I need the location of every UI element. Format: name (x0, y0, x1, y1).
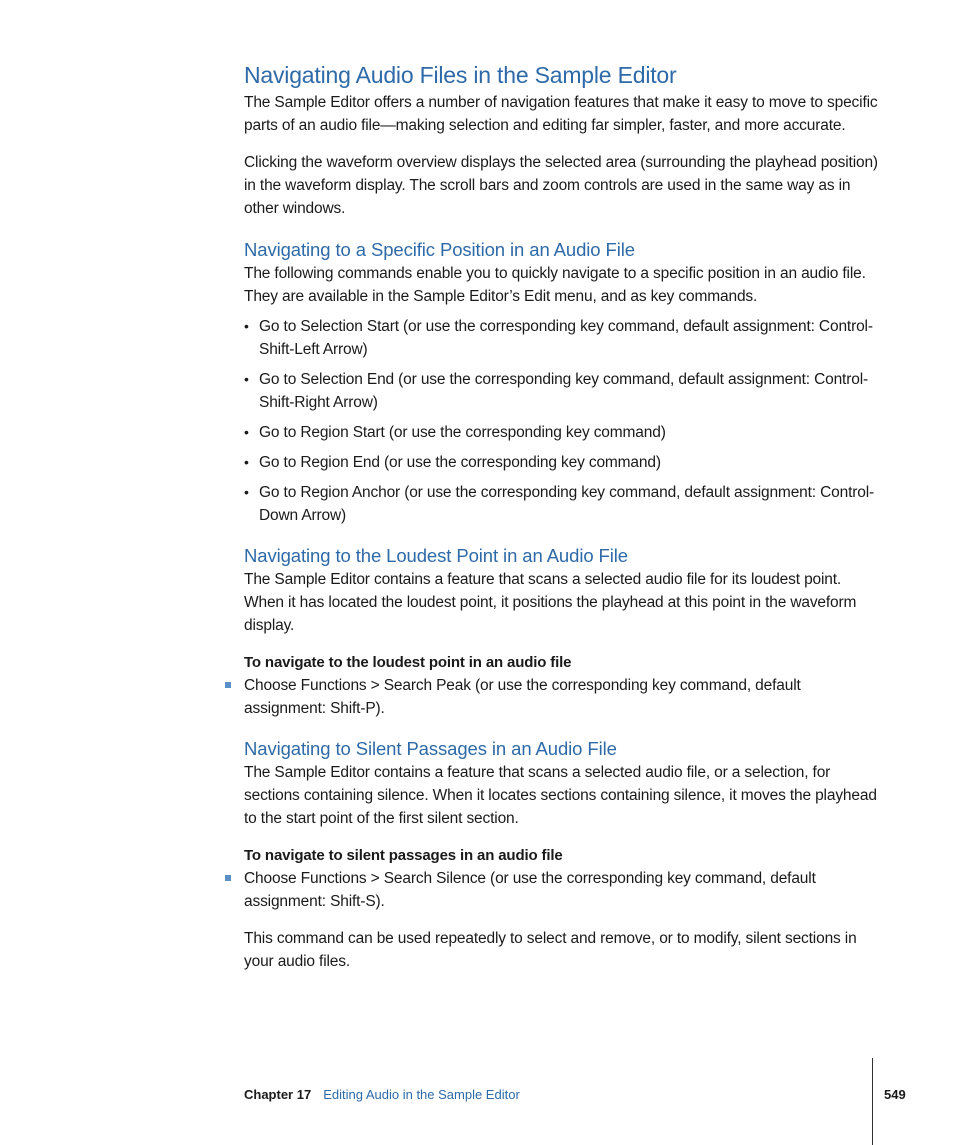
page-title: Navigating Audio Files in the Sample Editor (244, 62, 677, 88)
procedure-step: Choose Functions > Search Peak (or use the corresponding key command, default assignment: Shift-P). (244, 674, 884, 720)
step-marker-icon (225, 682, 231, 688)
footer-divider (872, 1058, 873, 1145)
intro-paragraph-1: The Sample Editor offers a number of navigation features that make it easy to move to specific parts of an audio file—making selection and editing far simpler, faster, and more accurate. (244, 94, 878, 134)
section-paragraph-loudest-point: The Sample Editor contains a feature that scans a selected audio file for its loudest point. When it has located the loudest point, it positions the playhead at this point in the waveform display. (244, 571, 857, 634)
step-marker-icon (225, 875, 231, 881)
page-footer (244, 1086, 520, 1104)
page-number: 549 (884, 1087, 906, 1102)
section-heading-specific-position: Navigating to a Specific Position in an Audio File (244, 239, 635, 260)
section-paragraph-specific-position: The following commands enable you to quickly navigate to a specific position in an audio file. They are available in the Sample Editor’s Edit menu, and as key commands. (244, 265, 866, 305)
procedure-title-loudest-point: To navigate to the loudest point in an audio file (244, 654, 572, 671)
section-paragraph-silent-passages: The Sample Editor contains a feature that scans a selected audio file, or a selection, for sections containing silence. When it locates sections containing silence, it moves the playhead to the start point of the first silent section. (244, 764, 877, 827)
command-list (244, 315, 884, 527)
page-content (244, 60, 884, 973)
bullet-icon: • (244, 484, 249, 500)
list-item: • Go to Selection Start (or use the corresponding key command, default assignment: Control-Shift-Left Arrow) (244, 315, 884, 361)
bullet-icon: • (244, 424, 249, 440)
list-item: • Go to Region Start (or use the corresponding key command) (244, 421, 884, 444)
list-item: • Go to Selection End (or use the corresponding key command, default assignment: Control-Shift-Right Arrow) (244, 368, 884, 414)
list-item: • Go to Region End (or use the corresponding key command) (244, 451, 884, 474)
intro-paragraph-2: Clicking the waveform overview displays the selected area (surrounding the playhead position) in the waveform display. The scroll bars and zoom controls are used in the same way as in other windows. (244, 154, 878, 217)
footer-chapter-title: Editing Audio in the Sample Editor (323, 1087, 520, 1102)
section-heading-loudest-point: Navigating to the Loudest Point in an Audio File (244, 545, 628, 566)
procedure-step: Choose Functions > Search Silence (or use the corresponding key command, default assignment: Shift-S). (244, 867, 884, 913)
list-item: • Go to Region Anchor (or use the corresponding key command, default assignment: Control-Down Arrow) (244, 481, 884, 527)
bullet-icon: • (244, 318, 249, 334)
bullet-icon: • (244, 454, 249, 470)
closing-paragraph: This command can be used repeatedly to select and remove, or to modify, silent sections in your audio files. (244, 930, 857, 970)
footer-chapter: Chapter 17 (244, 1087, 312, 1102)
procedure-title-silent-passages: To navigate to silent passages in an audio file (244, 847, 563, 864)
bullet-icon: • (244, 371, 249, 387)
section-heading-silent-passages: Navigating to Silent Passages in an Audio File (244, 738, 617, 759)
